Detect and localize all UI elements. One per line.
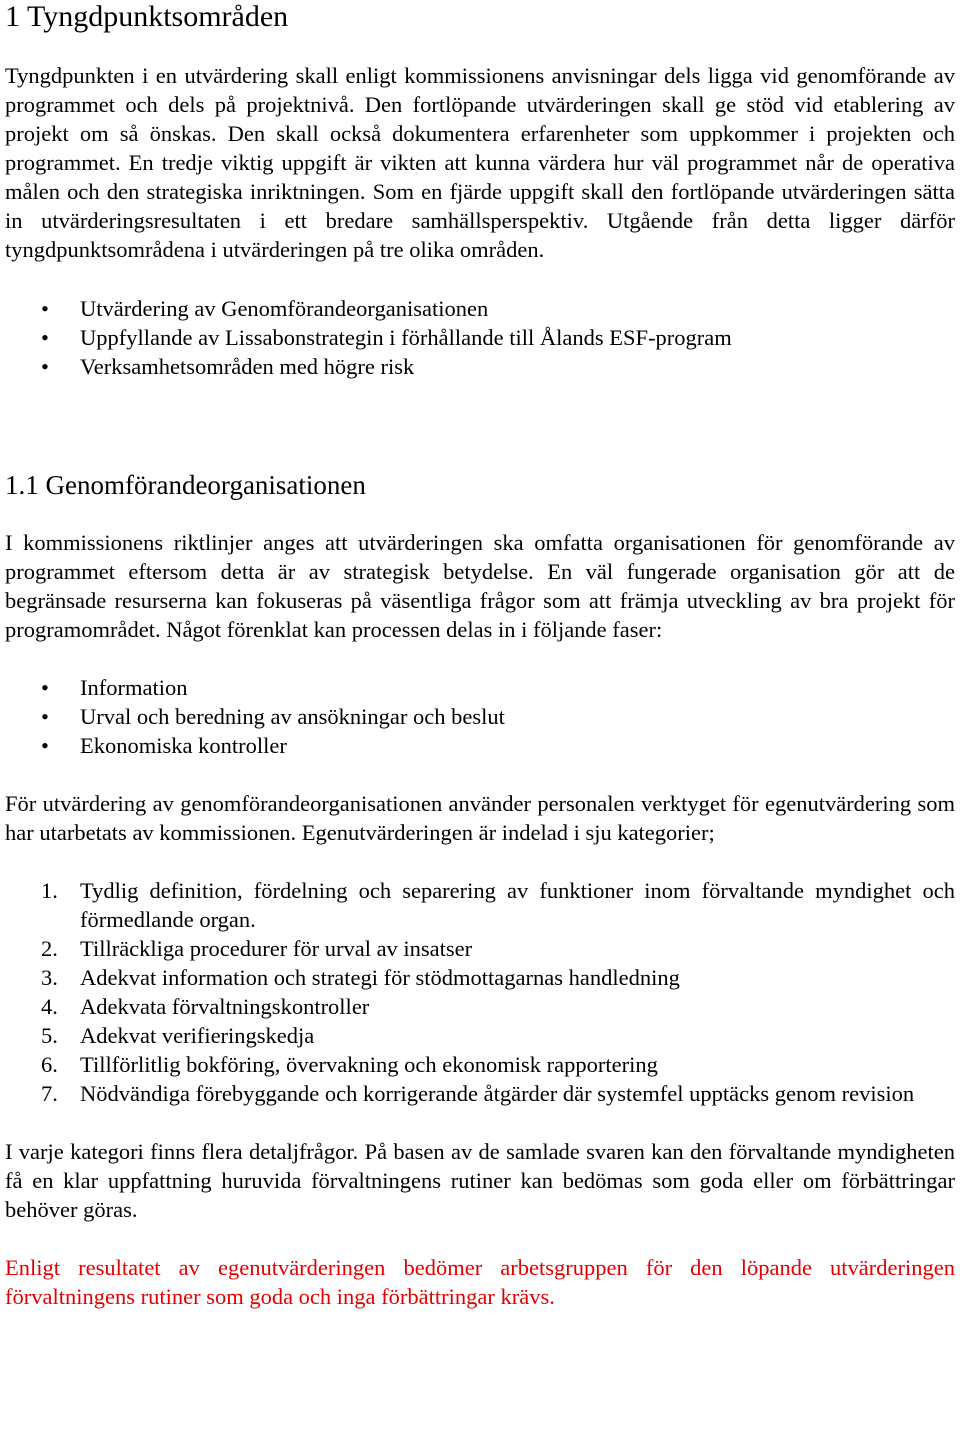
section1-intro-paragraph: Tyngdpunkten i en utvärdering skall enligt kommissionens anvisningar dels ligga vid genomförande av programmet och dels på projektnivå. Den fortlöpande utvärderingen skall ge stöd vid etablering av projekt om så önskas. Den skall också dokumentera erfarenheter som uppkommer i projekten och programmet. En tredje viktig uppgift är vikten att kunna värdera hur väl programmet når de operativa målen och den strategiska inriktningen. Som en fjärde uppgift skall den fortlöpande utvärderingen sätta in utvärderingsresultaten i ett bredare samhällsperspektiv. Utgående från detta ligger därför tyngdpunktsområdena i utvärderingen på tre olika områden. xyxy=(5,63,955,262)
conclusion-paragraph: Enligt resultatet av egenutvärderingen bedömer arbetsgruppen för den löpande utvärderingen förvaltningens rutiner som goda och inga förbättringar krävs. xyxy=(5,1255,955,1309)
list-item: 1. Tydlig definition, fördelning och separering av funktioner inom förvaltande myndighet och förmedlande organ. xyxy=(41,878,955,932)
section11-paragraph-2: För utvärdering av genomförandeorganisationen använder personalen verktyget för egenutvärdering som har utarbetats av kommissionen. Egenutvärderingen är indelad i sju kategorier; xyxy=(5,791,955,845)
list-item: 4. Adekvata förvaltningskontroller xyxy=(41,994,370,1019)
list-item: • Utvärdering av Genomförandeorganisationen xyxy=(41,296,489,321)
section11-bullet-list xyxy=(5,673,955,760)
section-heading-1-1: 1.1 Genomförandeorganisationen xyxy=(5,470,366,500)
list-item: 2. Tillräckliga procedurer för urval av insatser xyxy=(41,936,473,961)
list-item: • Information xyxy=(41,675,188,700)
section1-bullet-list xyxy=(5,294,955,381)
section11-paragraph-1: I kommissionens riktlinjer anges att utvärderingen ska omfatta organisationen för genomförande av programmet eftersom detta är av strategisk betydelse. En väl fungerade organisation gör att de begränsade resurserna kan fokuseras på väsentliga frågor som att främja utveckling av bra projekt för programområdet. Något förenklat kan processen delas in i följande faser: xyxy=(5,530,955,642)
list-item: 6. Tillförlitlig bokföring, övervakning och ekonomisk rapportering xyxy=(41,1052,658,1077)
bullet-icon: • xyxy=(41,675,49,700)
list-item: 3. Adekvat information och strategi för stödmottagarnas handledning xyxy=(41,965,680,990)
document-page xyxy=(5,0,955,1311)
list-item: 5. Adekvat verifieringskedja xyxy=(41,1023,315,1048)
bullet-icon: • xyxy=(41,704,49,729)
bullet-icon: • xyxy=(41,354,49,379)
section-heading-1: 1 Tyngdpunktsområden xyxy=(5,0,289,33)
list-item: • Uppfyllande av Lissabonstrategin i förhållande till Ålands ESF-program xyxy=(41,325,732,350)
list-item: • Ekonomiska kontroller xyxy=(41,733,287,758)
self-evaluation-categories-list xyxy=(5,876,955,1108)
bullet-icon: • xyxy=(41,733,49,758)
bullet-icon: • xyxy=(41,296,49,321)
list-item: 7. Nödvändiga förebyggande och korrigerande åtgärder där systemfel upptäcks genom revision xyxy=(41,1081,915,1106)
bullet-icon: • xyxy=(41,325,49,350)
section11-paragraph-3: I varje kategori finns flera detaljfrågor. På basen av de samlade svaren kan den förvaltande myndigheten få en klar uppfattning huruvida förvaltningens rutiner kan bedömas som goda eller om förbättringar behöver göras. xyxy=(5,1139,955,1222)
list-item: • Verksamhetsområden med högre risk xyxy=(41,354,415,379)
list-item: • Urval och beredning av ansökningar och beslut xyxy=(41,704,505,729)
